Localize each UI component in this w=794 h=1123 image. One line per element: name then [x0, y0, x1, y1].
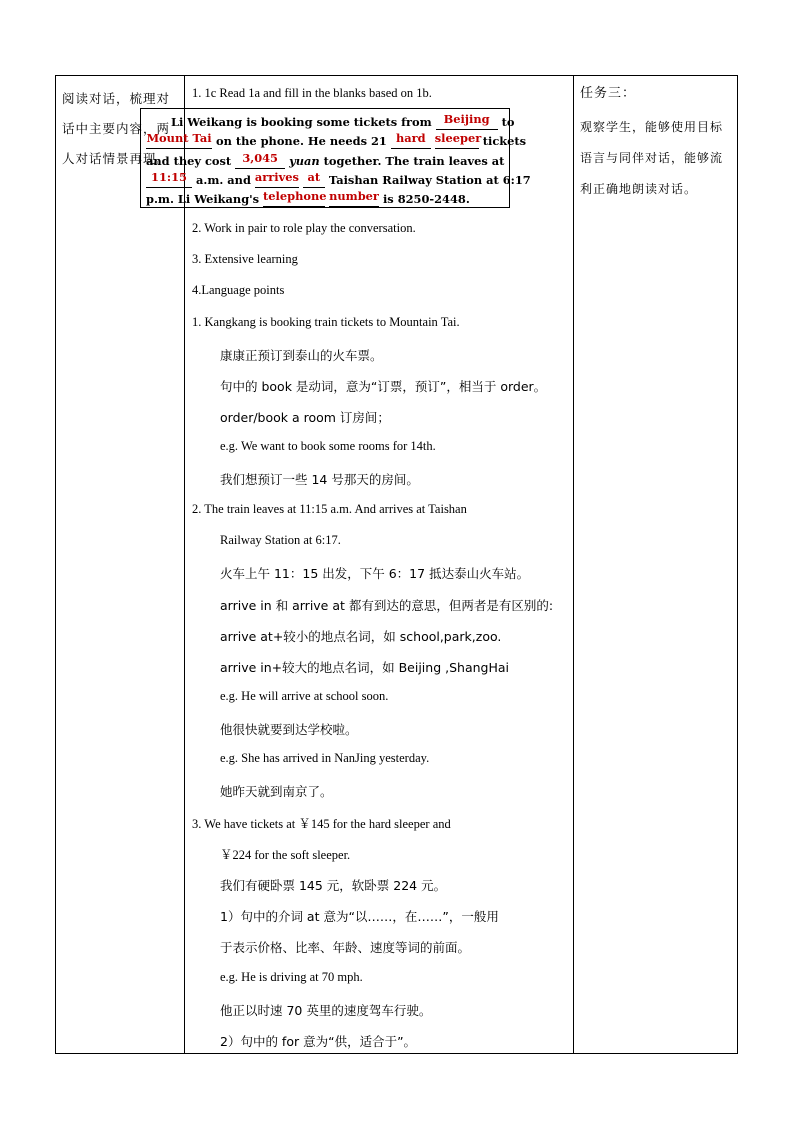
blank-telephone: telephone — [263, 193, 325, 207]
lp2-translation: 火车上午 11：15 出发，下午 6：17 抵达泰山火车站。 — [220, 566, 530, 581]
box-line-1: Li Weikang is booking some tickets from Beijing to — [171, 112, 515, 129]
lp2-example-1: e.g. He will arrive at school soon. — [220, 689, 389, 703]
lp1-phrase: order/book a room 订房间； — [220, 410, 390, 425]
lp2-arrive-at: arrive at+较小的地点名词，如 school,park,zoo. — [220, 629, 502, 644]
box-line-4: 11:15 a.m. and arrives at Taishan Railway Station at 6:17 — [146, 173, 531, 188]
lp2-example-1-cn: 他很快就要到达学校啦。 — [220, 722, 358, 737]
blank-mount-tai: Mount Tai — [146, 135, 212, 149]
item-1c: 1. 1c Read 1a and fill in the blanks based on 1b. — [192, 86, 432, 100]
blank-time: 11:15 — [146, 174, 192, 188]
task-title: 任务三： — [580, 86, 637, 101]
box-line-2: Mount Tai on the phone. He needs 21 hard sleeper tickets — [146, 131, 527, 148]
lp1-example-cn: 我们想预订一些 14 号那天的房间。 — [220, 472, 419, 487]
task-description: 观察学生，能够使用目标语言与同伴对话，能够流利正确地朗读对话。 — [580, 120, 724, 196]
lp1-sentence: 1. Kangkang is booking train tickets to Mountain Tai. — [192, 315, 460, 329]
lp2-example-2: e.g. She has arrived in NanJing yesterday. — [220, 751, 430, 765]
lp1-example: e.g. We want to book some rooms for 14th. — [220, 439, 436, 453]
lp3-note-1: 1）句中的介词 at 意为“以……，在……”，一般用 — [220, 909, 499, 924]
lp2-example-2-cn: 她昨天就到南京了。 — [220, 784, 333, 799]
lp3-note-2: 2）句中的 for 意为“供，适合于”。 — [220, 1034, 417, 1049]
blank-hard: hard — [391, 135, 431, 149]
lp2-arrive-in: arrive in+较大的地点名词，如 Beijing ,ShangHai — [220, 660, 509, 675]
blank-sleeper: sleeper — [435, 135, 479, 149]
blank-price: 3,045 — [235, 155, 285, 169]
lp3-example: e.g. He is driving at 70 mph. — [220, 970, 363, 984]
blank-number: number — [329, 193, 379, 207]
column-divider-2 — [573, 76, 574, 1053]
right-cell-task — [580, 84, 732, 205]
lp1-note: 句中的 book 是动词，意为“订票，预订”，相当于 order。 — [220, 379, 547, 394]
box-line-3: and they cost 3,045 yuan together. The train leaves at — [146, 151, 505, 168]
item-2: 2. Work in pair to role play the conversation. — [192, 221, 416, 235]
lp2-sentence-cont: Railway Station at 6:17. — [220, 533, 341, 547]
item-4: 4.Language points — [192, 283, 285, 297]
left-cell-objective: 阅读对话，梳理对话中主要内容，两人对话情景再现。 — [62, 91, 171, 166]
lp3-translation: 我们有硬卧票 145 元，软卧票 224 元。 — [220, 878, 447, 893]
lp3-sentence: 3. We have tickets at ￥145 for the hard sleeper and — [192, 817, 451, 831]
lp1-translation: 康康正预订到泰山的火车票。 — [220, 348, 383, 363]
lp2-sentence: 2. The train leaves at 11:15 a.m. And arrives at Taishan — [192, 502, 467, 516]
fill-in-box — [140, 108, 531, 208]
item-3: 3. Extensive learning — [192, 252, 298, 266]
blank-beijing: Beijing — [436, 116, 498, 130]
lp3-note-1-cont: 于表示价格、比率、年龄、速度等词的前面。 — [220, 940, 471, 955]
blank-arrives: arrives — [255, 174, 299, 188]
column-divider-1 — [184, 76, 185, 1053]
blank-at: at — [303, 174, 325, 188]
lp3-example-cn: 他正以时速 70 英里的速度驾车行驶。 — [220, 1003, 432, 1018]
box-line-5: p.m. Li Weikang's telephone number is 8250-2448. — [146, 189, 470, 206]
lp2-note: arrive in 和 arrive at 都有到达的意思，但两者是有区别的: — [220, 598, 554, 613]
lp3-sentence-cont: ￥224 for the soft sleeper. — [220, 848, 351, 862]
